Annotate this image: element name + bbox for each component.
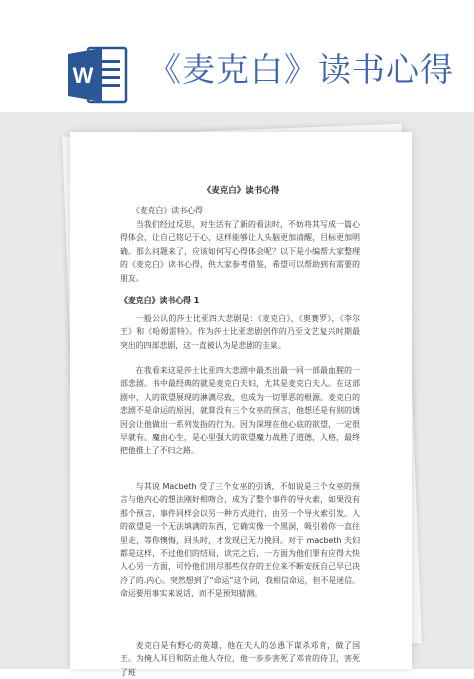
banner-title: 《麦克白》读书心得	[148, 50, 454, 89]
paragraph-macbeth-couple: 在我看来这是莎士比亚四大悲剧中最杰出最一同一部最血腥的一部悲剧。书中最经典的就是麦克白夫妇，尤其是麦克白夫人。在这部剧中，人的欲望展现的淋漓尽致，也成为一切罪恶的根源。麦克白的悲剧不是命运的原因，就算没有三个女巫的预言，他想还是有别的诱因会让他做出一系列发指的行为。因为深埋在他心底的欲望，一定很早就有。魔由心生，是心里强大的欲望魔力战胜了道德，人格，最终把他推上了不归之路。	[120, 366, 360, 456]
paragraph-witches: 与其说 Macbeth 受了三个女巫的引诱，不如说是三个女巫的预言与他内心的想法刚好相吻合，成为了整个事件的导火索，如果没有那个预言，事件同样会以另一种方式进行，由另一个导火索引发。人的欲望是一个无法填满的东西，它确实像一个黑洞，吸引着你一直往里走，等你懊悔，回头时，才发现已无力挽回。对于 macbeth 夫妇都是这样，不过他们的结局，读完之后，一方面为他们罪有应得大快人心另一方面，可怜他们用尽那些仅存的王位来不断安抚自己早已决冷了的.内心。突然想到了“命运”这个词，我相信命运，但不是迷信。命运要用事实来说话，而不是预知猜测。	[120, 482, 360, 599]
document-preview-area	[0, 112, 474, 677]
paragraph-ambition: 麦克白是有野心的英雄，他在夫人的怂恿下谋杀邓肯，做了国王。为掩人耳目和防止他人夺位，他一步步害死了邓肯的侍卫，害死了班	[120, 641, 360, 677]
svg-text:W: W	[72, 63, 94, 88]
document-title: 《麦克白》读书心得	[202, 186, 280, 196]
section-heading-1: 《麦克白》读书心得 1	[120, 296, 200, 305]
intro-heading: 《麦克白》读书心得	[131, 206, 203, 215]
paragraph-intro: 当我们经过反思，对生活有了新的看法时，不妨将其写成一篇心得体会，让自己铭记于心，这样能够让人头脑更加清醒，目标更加明确。那么问题来了，应该如何写心得体会呢？以下是小编帮大家整理的《麦克白》读书心得，供大家参考借鉴，希望可以帮助到有需要的朋友。	[120, 220, 360, 283]
paragraph-four-tragedies: 一般公认的莎士比亚四大悲剧是：《麦克白》，《奥赛罗》，《李尔王》和《哈姆雷特》。作为莎士比亚悲剧创作的乃至文艺复兴时期最突出的四部悲剧，这一直被认为是悲剧的圭臬。	[120, 314, 360, 350]
banner	[0, 0, 474, 120]
word-document-icon	[66, 44, 128, 106]
document-page	[70, 132, 412, 677]
